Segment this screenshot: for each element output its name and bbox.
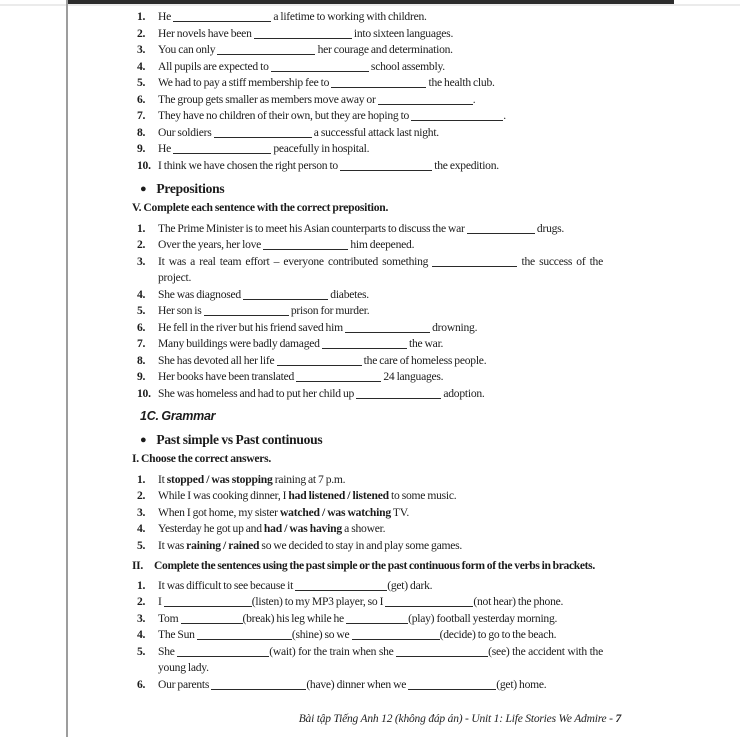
item-number: 6. <box>137 677 146 691</box>
answer-blank <box>211 677 306 690</box>
item-number: 3. <box>137 505 146 519</box>
exercise-item: 1. It stopped / was stopping raining at 7 p.m. <box>137 472 603 489</box>
bullet-icon: ● <box>140 183 147 195</box>
item-number: 3. <box>137 254 146 268</box>
answer-blank <box>396 644 488 657</box>
answer-blank <box>296 369 381 382</box>
exercise-item: 4. Yesterday he got up and had / was having a shower. <box>137 521 603 538</box>
exercise-item: 1. It was difficult to see because it (get) dark. <box>137 578 603 595</box>
exercise-instruction: I. Choose the correct answers. <box>132 452 272 465</box>
exercise-item: 5. Her son is prison for murder. <box>137 303 603 320</box>
item-number: 2. <box>137 26 146 40</box>
exercise-item: 4. The Sun (shine) so we (decide) to go to the beach. <box>137 627 603 644</box>
answer-option-bold: had / was having <box>263 522 343 535</box>
exercise-item: 9. Her books have been translated 24 languages. <box>137 369 603 386</box>
answer-blank <box>411 108 503 121</box>
bullet-heading <box>140 431 603 449</box>
item-number: 7. <box>137 109 146 122</box>
answer-blank <box>217 42 315 55</box>
prepositions-gap-fill <box>137 221 603 403</box>
exercise-item: 2. Her novels have been into sixteen languages. <box>137 26 603 43</box>
exercise-item: 5. It was raining / rained so we decided to stay in and play some games. <box>137 538 603 555</box>
answer-blank <box>385 594 473 607</box>
exercise-item: 8. She has devoted all her life the care of homeless people. <box>137 353 603 370</box>
item-number: 1. <box>137 10 146 23</box>
answer-blank <box>164 594 252 607</box>
exercise-item: 1. The Prime Minister is to meet his Asian counterparts to discuss the war drugs. <box>137 221 603 238</box>
item-number: 9. <box>137 142 146 155</box>
answer-blank <box>346 611 408 624</box>
answer-blank <box>295 578 387 591</box>
answer-blank <box>322 336 407 349</box>
answer-blank <box>263 237 348 250</box>
exercise-instruction: II. Complete the sentences using the past simple or the past continuous form of the verbs in brackets. <box>132 559 595 572</box>
answer-blank <box>204 303 289 316</box>
exercise-item: 5. She (wait) for the train when she (see) the accident with the young lady. <box>137 644 603 674</box>
item-number: 5. <box>137 76 146 89</box>
item-number: 2. <box>137 238 146 251</box>
item-number: 4. <box>137 59 146 73</box>
exercise-item: 3. Tom (break) his leg while he (play) football yesterday morning. <box>137 611 603 628</box>
item-number: 1. <box>137 472 146 486</box>
item-number: 4. <box>137 287 146 301</box>
page-left-rule <box>66 0 68 737</box>
exercise-item: 10. I think we have chosen the right person to the expedition. <box>137 158 603 175</box>
section-heading: 1C. Grammar <box>140 409 216 423</box>
exercise-item: 7. They have no children of their own, but they are hoping to . <box>137 108 603 125</box>
answer-blank <box>356 386 441 399</box>
exercise-item: 7. Many buildings were badly damaged the war. <box>137 336 603 353</box>
item-number: 10. <box>137 386 151 400</box>
answer-option-bold: raining / rained <box>186 538 260 552</box>
page-top-bar-shadow <box>0 4 740 6</box>
exercise-item: 6. The group gets smaller as members move away or . <box>137 92 603 109</box>
answer-blank <box>277 353 362 366</box>
item-number: 10. <box>137 158 151 172</box>
item-number: 7. <box>137 337 146 350</box>
answer-blank <box>181 611 243 624</box>
answer-blank <box>214 125 312 138</box>
answer-blank <box>254 26 352 39</box>
answer-blank <box>467 221 535 234</box>
bullet-heading-label: Prepositions <box>156 181 225 196</box>
item-number: 4. <box>137 628 146 641</box>
item-number: 1. <box>137 221 146 235</box>
item-number: 2. <box>137 595 146 608</box>
choose-correct-answers <box>137 472 603 555</box>
answer-option-bold: had listened / listened <box>288 489 389 502</box>
item-number: 5. <box>137 538 146 552</box>
item-number: 5. <box>137 304 146 317</box>
item-number: 3. <box>137 43 146 56</box>
exercise-item: 6. He fell in the river but his friend saved him drowning. <box>137 320 603 337</box>
exercise-item: 6. Our parents (have) dinner when we (get) home. <box>137 677 603 694</box>
answer-blank <box>432 254 517 267</box>
exercise-instruction: V. Complete each sentence with the correct preposition. <box>132 201 389 214</box>
answer-option-bold: watched / was watching <box>279 505 391 519</box>
answer-blank <box>173 9 271 22</box>
bullet-icon: ● <box>140 434 147 446</box>
item-number: 5. <box>137 644 146 658</box>
footer-page-number: 7 <box>615 713 621 725</box>
item-number: 8. <box>137 353 146 367</box>
footer-text: Bài tập Tiếng Anh 12 (không đáp án) - Unit 1: Life Stories We Admire - <box>298 713 616 725</box>
exercise-item: 2. Over the years, her love him deepened. <box>137 237 603 254</box>
answer-blank <box>173 141 271 154</box>
exercise-item: 1. He a lifetime to working with children. <box>137 9 603 26</box>
item-number: 6. <box>137 92 146 106</box>
past-tense-gap-fill <box>137 578 603 694</box>
exercise-item: 3. It was a real team effort – everyone contributed something the success of the project. <box>137 254 603 284</box>
exercise-item: 5. We had to pay a stiff membership fee to the health club. <box>137 75 603 92</box>
item-number: 8. <box>137 125 146 139</box>
bullet-heading <box>140 180 603 198</box>
exercise-item: 3. When I got home, my sister watched / was watching TV. <box>137 505 603 522</box>
answer-option-bold: stopped / was stopping <box>166 472 273 486</box>
answer-blank <box>352 627 440 640</box>
answer-blank <box>340 158 432 171</box>
exercise-item: 4. All pupils are expected to school assembly. <box>137 59 603 76</box>
item-number: 3. <box>137 611 146 625</box>
item-number: 9. <box>137 370 146 383</box>
answer-blank <box>271 59 369 72</box>
answer-blank <box>378 92 473 105</box>
exercise-item: 9. He peacefully in hospital. <box>137 141 603 158</box>
exercise-item: 4. She was diagnosed diabetes. <box>137 287 603 304</box>
item-number: 2. <box>137 489 146 502</box>
exercise-item: 2. While I was cooking dinner, I had listened / listened to some music. <box>137 488 603 505</box>
item-number: 4. <box>137 522 146 535</box>
page-footer <box>132 713 621 725</box>
answer-blank <box>177 644 269 657</box>
item-number: 6. <box>137 320 146 334</box>
page-content <box>132 9 603 693</box>
answer-blank <box>345 320 430 333</box>
vocabulary-gap-fill <box>137 9 603 174</box>
exercise-item: 2. I (listen) to my MP3 player, so I (not hear) the phone. <box>137 594 603 611</box>
item-number: 1. <box>137 578 146 592</box>
bullet-heading-label: Past simple vs Past continuous <box>156 432 323 447</box>
exercise-item: 10. She was homeless and had to put her child up adoption. <box>137 386 603 403</box>
exercise-item: 8. Our soldiers a successful attack last night. <box>137 125 603 142</box>
answer-blank <box>243 287 328 300</box>
answer-blank <box>408 677 496 690</box>
exercise-item: 3. You can only her courage and determination. <box>137 42 603 59</box>
answer-blank <box>197 627 292 640</box>
instruction-prefix: II. <box>132 559 143 572</box>
answer-blank <box>331 75 426 88</box>
